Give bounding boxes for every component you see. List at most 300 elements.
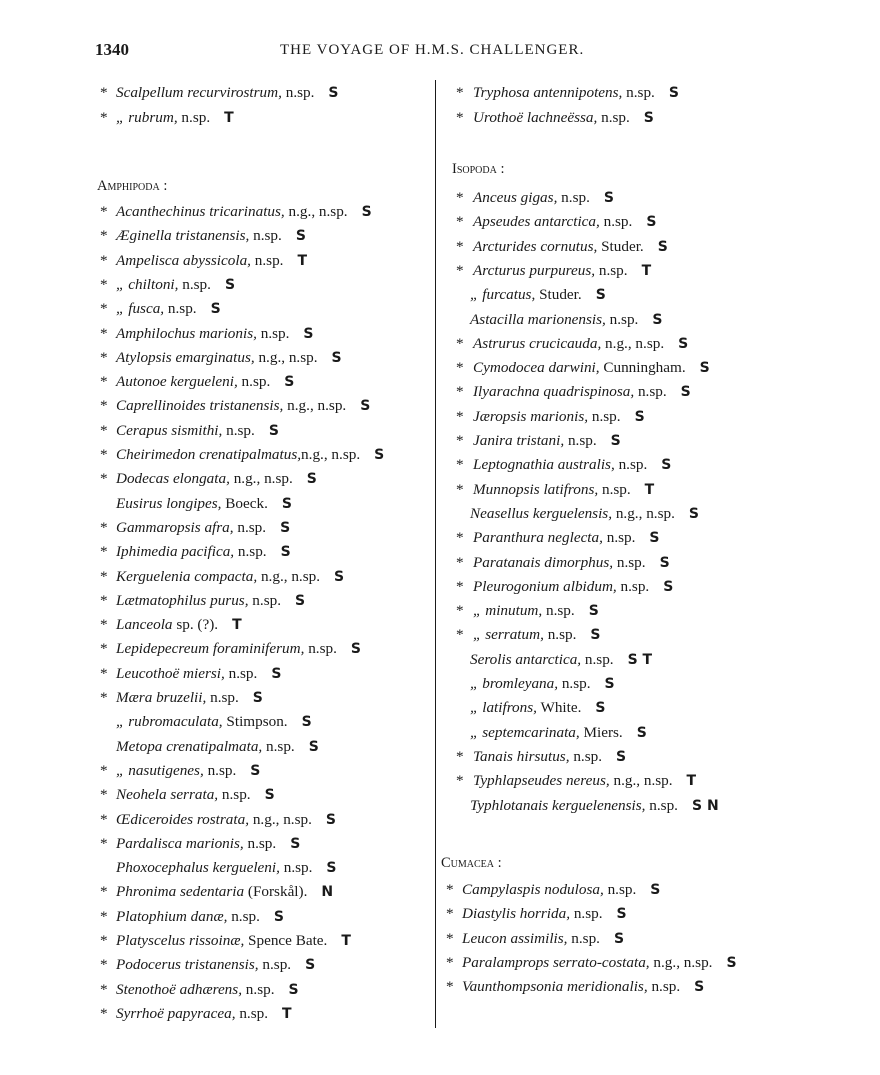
species-note: n.sp. — [597, 108, 630, 126]
locality-code: S — [350, 641, 361, 658]
species-name: Neasellus kerguelensis, — [470, 504, 613, 522]
species-note: n.g., n.sp. — [249, 810, 312, 828]
star-mark: * — [456, 108, 464, 126]
species-note: n.sp. — [234, 543, 267, 561]
species-entry — [116, 616, 218, 634]
species-name: Jæropsis marionis, — [473, 407, 589, 425]
species-entry — [116, 908, 260, 926]
locality-code: S — [588, 603, 599, 620]
star-mark: * — [446, 881, 454, 898]
species-name: Serolis antarctica, — [470, 650, 582, 668]
locality-code: S — [699, 360, 710, 377]
star-mark: * — [100, 616, 108, 634]
locality-code: T — [686, 773, 697, 790]
star-mark: * — [100, 251, 108, 269]
species-entry — [473, 213, 632, 231]
star-mark: * — [456, 626, 464, 644]
species-name: Astacilla marionensis, — [470, 310, 606, 328]
species-name: Paralamprops serrato-costata, — [462, 953, 650, 971]
star-mark: * — [100, 956, 108, 974]
species-name: Mæra bruzelii, — [116, 689, 207, 706]
species-note: n.sp. — [237, 373, 271, 391]
species-entry — [116, 738, 295, 756]
locality-code: S — [295, 592, 306, 609]
species-note: n.sp. — [164, 300, 197, 318]
species-name: Anceus gigas, — [473, 189, 558, 206]
species-note: n.sp. — [248, 591, 281, 609]
species-name: Paratanais dimorphus, — [473, 553, 614, 571]
locality-code: S — [613, 930, 625, 947]
locality-code: S — [616, 906, 627, 923]
star-mark: * — [100, 591, 108, 609]
species-entry — [116, 640, 337, 658]
locality-code: S — [595, 700, 606, 717]
species-name: Paranthura neglecta, — [473, 529, 603, 547]
species-entry — [462, 905, 603, 923]
isopoda-heading: Isopoda : — [452, 161, 505, 177]
species-name: „ minutum, — [473, 602, 543, 620]
species-entry — [470, 505, 675, 523]
species-entry — [116, 276, 211, 294]
locality-code: S — [290, 835, 301, 852]
species-entry — [470, 724, 623, 742]
species-note: White. — [536, 699, 582, 717]
species-name: „ fusca, — [116, 300, 165, 318]
locality-code: S — [224, 276, 236, 293]
species-entry — [116, 252, 283, 270]
species-note: n.sp. — [605, 310, 639, 328]
species-note: n.g., n.sp. — [284, 203, 348, 220]
species-note: Spence Bate. — [244, 932, 328, 949]
species-note: n.sp. — [258, 956, 292, 974]
species-entry — [116, 665, 257, 683]
locality-code: T — [297, 252, 308, 269]
species-note: n.sp. — [581, 650, 614, 668]
species-name: Podocerus tristanensis, — [116, 956, 259, 974]
locality-code: S — [650, 882, 661, 898]
species-name: Ilyarachna quadrispinosa, — [473, 383, 635, 401]
species-note: Studer. — [535, 286, 582, 304]
species-entry — [116, 373, 270, 391]
species-note: n.sp. — [206, 689, 239, 706]
locality-code: S — [361, 204, 372, 220]
star-mark: * — [456, 334, 464, 352]
locality-code: S — [281, 495, 292, 512]
species-entry — [462, 978, 680, 996]
locality-code: T — [282, 1005, 292, 1022]
species-entry — [473, 408, 621, 426]
star-mark: * — [456, 383, 464, 401]
species-name: Autonoe kergueleni, — [116, 373, 238, 391]
star-mark: * — [100, 786, 108, 804]
species-note: n.sp. — [613, 553, 646, 571]
star-mark: * — [456, 553, 464, 571]
locality-code: S — [636, 724, 647, 741]
species-note: n.sp. — [227, 907, 260, 925]
species-name: Scalpellum recurvirostrum, — [116, 84, 282, 101]
locality-code: S — [325, 811, 336, 828]
species-entry — [116, 203, 348, 221]
star-mark: * — [100, 446, 108, 463]
species-note: n.sp. — [256, 324, 290, 342]
species-entry — [116, 1005, 268, 1023]
species-name: Tryphosa antennipotens, — [473, 84, 623, 101]
species-note: n.sp. — [542, 602, 575, 620]
species-name: Syrrhoë papyracea, — [116, 1004, 236, 1022]
species-entry — [116, 446, 360, 464]
locality-code: S — [308, 738, 319, 755]
species-entry — [473, 626, 576, 644]
locality-code: S — [280, 544, 291, 561]
species-entry — [470, 311, 638, 329]
species-name: „ chiltoni, — [116, 275, 179, 293]
species-note: Boeck. — [221, 494, 268, 512]
star-mark: * — [100, 761, 108, 779]
species-entry — [473, 456, 647, 474]
species-name: Tanais hirsutus, — [473, 747, 570, 765]
locality-code: S — [273, 908, 284, 925]
locality-code: S — [252, 690, 263, 706]
species-name: „ rubromaculata, — [116, 713, 223, 731]
species-entry — [470, 286, 582, 304]
locality-code: S — [657, 238, 668, 255]
species-name: Platyscelus rissoinæ, — [116, 932, 245, 949]
species-note: n.g., n.sp. — [229, 470, 293, 488]
species-note: n.sp. — [645, 796, 678, 814]
species-entry — [473, 359, 686, 377]
locality-code: S — [694, 979, 705, 996]
star-mark: * — [456, 189, 464, 206]
species-entry — [116, 689, 239, 707]
star-mark: * — [100, 518, 108, 536]
species-entry — [116, 811, 312, 829]
locality-code: S N — [691, 797, 719, 814]
star-mark: * — [456, 237, 464, 255]
star-mark: * — [456, 602, 464, 620]
species-note: Miers. — [579, 723, 623, 741]
locality-code: S T — [627, 651, 653, 668]
species-entry — [473, 554, 646, 572]
species-note: n.sp. — [558, 675, 591, 692]
star-mark: * — [446, 905, 454, 923]
species-name: Leucon assimilis, — [462, 929, 568, 947]
star-mark: * — [100, 664, 108, 682]
star-mark: * — [456, 432, 464, 449]
locality-code: S — [280, 519, 291, 536]
species-entry — [116, 227, 282, 245]
locality-code: S — [663, 578, 674, 595]
star-mark: * — [446, 953, 454, 971]
species-name: Lætmatophilus purus, — [116, 591, 249, 609]
locality-code: S — [680, 384, 691, 401]
locality-code: S — [305, 957, 316, 974]
star-mark: * — [100, 543, 108, 561]
star-mark: * — [100, 373, 108, 391]
species-name: Phronima sedentaria — [116, 883, 245, 901]
star-mark: * — [100, 907, 108, 925]
locality-code: T — [232, 617, 242, 634]
locality-code: T — [224, 109, 234, 126]
species-note: n.sp. — [224, 664, 258, 682]
species-name: Stenothoë adhærens, — [116, 980, 242, 998]
species-entry — [116, 932, 327, 950]
species-entry — [473, 602, 575, 620]
star-mark: * — [456, 747, 464, 765]
species-name: Munnopsis latifrons, — [473, 480, 599, 498]
species-entry — [473, 109, 630, 127]
species-name: „ rubrum, — [116, 108, 178, 126]
locality-code: S — [303, 325, 314, 342]
species-entry — [116, 422, 255, 440]
star-mark: * — [100, 227, 108, 245]
locality-code: S — [306, 471, 317, 488]
species-entry — [116, 470, 293, 488]
species-name: „ nasutigenes, — [116, 761, 204, 779]
species-entry — [116, 397, 346, 415]
locality-code: S — [268, 422, 279, 439]
species-entry — [473, 748, 602, 766]
species-entry — [116, 543, 267, 561]
species-name: „ serratum, — [473, 626, 544, 644]
species-entry — [116, 495, 268, 513]
locality-code: T — [644, 481, 655, 498]
species-note: n.sp. — [281, 84, 315, 101]
locality-code: T — [641, 262, 652, 279]
species-entry — [116, 84, 314, 102]
species-entry — [473, 772, 673, 790]
star-mark: * — [456, 213, 464, 231]
star-mark: * — [100, 348, 108, 366]
species-note: n.g., n.sp. — [283, 397, 347, 415]
species-note: n.g., n.sp. — [301, 446, 361, 463]
species-entry — [116, 835, 276, 853]
species-note: n.sp. — [304, 640, 337, 658]
species-name: Ampelisca abyssicola, — [116, 251, 251, 269]
species-name: Astrurus crucicauda, — [473, 334, 602, 352]
star-mark: * — [100, 470, 108, 488]
column-divider — [435, 80, 436, 1028]
star-mark: * — [100, 324, 108, 342]
species-name: Neohela serrata, — [116, 786, 219, 804]
locality-code: S — [678, 335, 689, 352]
species-name: Vaunthompsonia meridionalis, — [462, 978, 648, 996]
species-name: Leptognathia australis, — [473, 456, 615, 474]
locality-code: S — [634, 408, 645, 425]
species-entry — [470, 651, 614, 669]
species-name: Dodecas elongata, — [116, 470, 230, 488]
species-name: Acanthechinus tricarinatus, — [116, 203, 285, 220]
locality-code: S — [616, 748, 627, 765]
species-entry — [116, 883, 307, 901]
star-mark: * — [456, 359, 464, 377]
species-name: Typhlotanais kerguelenensis, — [470, 796, 646, 814]
species-entry — [116, 762, 236, 780]
species-note: n.sp. — [279, 859, 313, 877]
species-name: Campylaspis nodulosa, — [462, 881, 604, 898]
star-mark: * — [100, 203, 108, 220]
locality-code: S — [590, 627, 601, 644]
locality-code: S — [210, 301, 221, 318]
species-note: n.g., n.sp. — [257, 567, 321, 585]
species-note: n.sp. — [614, 456, 648, 474]
species-note: n.sp. — [218, 786, 251, 804]
locality-code: S — [603, 190, 614, 206]
locality-code: S — [288, 981, 299, 998]
locality-code: S — [649, 530, 660, 547]
locality-code: S — [604, 676, 615, 692]
amphipoda-heading: Amphipoda : — [97, 178, 168, 194]
species-name: Gammaropsis afra, — [116, 518, 234, 536]
species-entry — [116, 325, 289, 343]
species-name: Cerapus sismithi, — [116, 421, 223, 439]
star-mark: * — [100, 1004, 108, 1022]
species-note: n.sp. — [595, 261, 628, 279]
locality-code: S — [726, 954, 737, 971]
species-entry — [473, 383, 667, 401]
star-mark: * — [100, 810, 108, 828]
star-mark: * — [100, 421, 108, 439]
species-note: n.sp. — [249, 227, 282, 245]
star-mark: * — [446, 929, 454, 947]
species-name: Lanceola — [116, 616, 173, 634]
species-note: n.sp. — [235, 1004, 269, 1022]
locality-code: S — [659, 554, 670, 571]
species-name: Cheirimedon crenatipalmatus, — [116, 446, 302, 463]
species-entry — [473, 481, 631, 499]
species-name: Caprellinoides tristanensis, — [116, 397, 284, 415]
locality-code: S — [668, 85, 679, 101]
species-note: n.sp. — [242, 980, 275, 998]
star-mark: * — [456, 772, 464, 790]
species-note: Cunningham. — [599, 359, 686, 377]
species-name: „ latifrons, — [470, 699, 537, 717]
locality-code: S — [295, 228, 306, 245]
star-mark: * — [456, 577, 464, 595]
locality-code: S — [334, 568, 345, 585]
species-entry — [462, 881, 636, 899]
species-entry — [470, 699, 581, 717]
species-note: n.g., n.sp. — [601, 334, 665, 352]
species-name: Platophium danæ, — [116, 907, 228, 925]
species-note: n.g., n.sp. — [609, 772, 673, 790]
locality-code: S — [271, 665, 282, 682]
species-entry — [473, 238, 644, 256]
star-mark: * — [100, 834, 108, 852]
species-name: Eusirus longipes, — [116, 494, 222, 512]
species-entry — [116, 109, 210, 127]
species-note: n.sp. — [243, 834, 277, 852]
star-mark: * — [456, 480, 464, 498]
species-entry — [473, 432, 597, 450]
locality-code: T — [341, 933, 351, 949]
species-name: Lepidepecreum foraminiferum, — [116, 640, 305, 658]
species-entry — [473, 189, 590, 207]
species-note: n.sp. — [634, 383, 667, 401]
species-entry — [116, 592, 281, 610]
locality-code: S — [326, 860, 337, 877]
species-name: Apseudes antarctica, — [473, 213, 600, 231]
species-entry — [473, 262, 628, 280]
species-note: n.sp. — [233, 518, 267, 536]
species-name: Janira tristani, — [473, 432, 565, 449]
species-name: Diastylis horrida, — [462, 905, 571, 923]
species-note: n.sp. — [570, 905, 603, 923]
species-note: n.sp. — [588, 407, 621, 425]
species-note: sp. (?). — [172, 616, 219, 634]
species-name: Pardalisca marionis, — [116, 834, 244, 852]
species-entry — [116, 981, 275, 999]
species-entry — [473, 335, 664, 353]
locality-code: S — [284, 374, 295, 391]
species-name: Œdiceroides rostrata, — [116, 810, 250, 828]
locality-code: S — [652, 311, 663, 328]
species-entry — [116, 713, 288, 731]
species-entry — [116, 786, 251, 804]
species-entry — [116, 956, 291, 974]
species-entry — [116, 349, 318, 367]
species-note: Stimpson. — [222, 713, 288, 731]
species-note: n.sp. — [647, 978, 681, 996]
locality-code: S — [646, 214, 657, 231]
star-mark: * — [100, 397, 108, 415]
species-note: n.sp. — [557, 189, 590, 206]
star-mark: * — [456, 407, 464, 425]
species-name: „ septemcarinata, — [470, 723, 580, 741]
species-entry — [116, 568, 320, 586]
species-entry — [473, 529, 635, 547]
species-note: n.sp. — [250, 251, 284, 269]
star-mark: * — [100, 689, 108, 706]
species-name: Urothoë lachneëssa, — [473, 108, 598, 126]
locality-code: S — [331, 349, 342, 366]
species-note: n.g., n.sp. — [612, 504, 675, 522]
species-entry — [116, 519, 266, 537]
species-note: n.sp. — [622, 84, 655, 101]
star-mark: * — [100, 640, 108, 658]
species-entry — [462, 954, 712, 972]
star-mark: * — [100, 108, 108, 126]
species-name: Amphilochus marionis, — [116, 324, 257, 342]
star-mark: * — [100, 883, 108, 901]
species-name: Kerguelenia compacta, — [116, 567, 258, 585]
star-mark: * — [456, 456, 464, 474]
locality-code: S — [643, 109, 654, 126]
species-note: n.g., n.sp. — [254, 348, 318, 366]
locality-code: N — [321, 884, 334, 901]
species-note: n.sp. — [569, 747, 603, 765]
species-note: Studer. — [597, 237, 644, 255]
species-entry — [470, 675, 591, 693]
species-name: Phoxocephalus kergueleni, — [116, 859, 280, 877]
star-mark: * — [456, 84, 464, 101]
species-name: Arcturus purpureus, — [473, 261, 596, 279]
species-note: n.sp. — [599, 213, 633, 231]
species-name: Typhlapseudes nereus, — [473, 772, 610, 790]
species-note: n.sp. — [177, 108, 211, 126]
species-note: n.sp. — [598, 480, 631, 498]
species-note: n.sp. — [222, 421, 255, 439]
star-mark: * — [456, 529, 464, 547]
species-note: n.sp. — [564, 432, 597, 449]
species-note: n.sp. — [616, 577, 650, 595]
species-entry — [473, 578, 649, 596]
species-name: Cymodocea darwini, — [473, 359, 600, 377]
species-entry — [470, 797, 678, 815]
species-name: Pleurogonium albidum, — [473, 577, 617, 595]
locality-code: S — [688, 505, 699, 522]
star-mark: * — [100, 275, 108, 293]
species-note: n.sp. — [203, 761, 237, 779]
